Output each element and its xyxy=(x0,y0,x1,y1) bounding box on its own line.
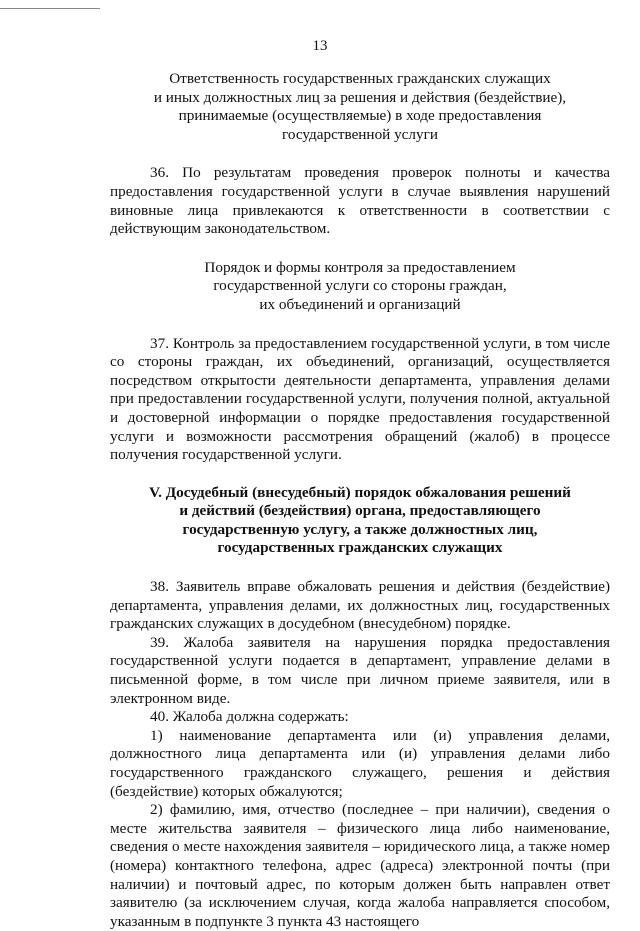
heading-line: государственной услуги со стороны граждан, xyxy=(213,277,507,295)
heading-line: государственных гражданских служащих xyxy=(217,539,503,557)
paragraph-36: 36. По результатам проведения проверок полноты и качества предоставления государственной услуги в случае выявления нарушений виновные лица привлекаются к ответственности в соответствии с действующим законодательством. xyxy=(110,164,610,238)
chapter-heading-v xyxy=(110,484,610,558)
document-body xyxy=(110,70,610,931)
heading-line: и иных должностных лиц за решения и действия (бездействие), xyxy=(153,88,567,106)
heading-line: и действий (бездействия) органа, предоставляющего xyxy=(179,502,541,520)
heading-line: Порядок и формы контроля за предоставлением xyxy=(204,258,516,276)
top-rule xyxy=(0,8,100,9)
paragraph-39: 39. Жалоба заявителя на нарушения порядка предоставления государственной услуги подается в департамент, управление делами в письменной форме, в том числе при личном приеме заявителя, или в электронном виде. xyxy=(110,633,610,707)
heading-line: государственную услугу, а также должностных лиц, xyxy=(182,520,538,538)
section-heading-responsibility xyxy=(110,70,610,144)
heading-line: государственной услуги xyxy=(282,125,438,143)
heading-line: их объединений и организаций xyxy=(259,295,461,313)
heading-line: V. Досудебный (внесудебный) порядок обжалования решений xyxy=(149,483,571,501)
heading-line: Ответственность государственных гражданских служащих xyxy=(169,70,551,87)
heading-line: принимаемые (осуществляемые) в ходе предоставления xyxy=(178,107,542,125)
section-heading-control xyxy=(110,259,610,315)
paragraph-38: 38. Заявитель вправе обжаловать решения и действия (бездействие) департамента, управления делами, их должностных лиц, государственных гражданских служащих в досудебном (внесудебном) порядке. xyxy=(110,578,610,633)
page-number: 13 xyxy=(312,38,328,54)
paragraph-40-item-1: 1) наименование департамента или (и) управления делами, должностного лица департамента или (и) управления делами либо государственного гражданского служащего, решения и действия (бездействие) которых обжалуются; xyxy=(110,726,610,800)
paragraph-37: 37. Контроль за предоставлением государственной услуги, в том числе со стороны граждан, их объединений, организаций, осуществляется посредством открытости деятельности департамента, управления делами при предоставлении государственной услуги, получения полной, актуальной и достоверной информации о порядке предоставления государственной услуги и возможности рассмотрения обращений (жалоб) в процессе получения государственной услуги. xyxy=(110,334,610,464)
paragraph-40: 40. Жалоба должна содержать: xyxy=(150,708,349,726)
paragraph-40-item-2: 2) фамилию, имя, отчество (последнее – при наличии), сведения о месте жительства заявителя – физического лица либо наименование, сведения о месте нахождения заявителя – юридического лица, а также номер (номера) контактного телефона, адрес (адреса) электронной почты (при наличии) и почтовый адрес, по которым должен быть направлен ответ заявителю (за исключением случая, когда жалоба направляется способом, указанным в подпункте 3 пункта 43 настоящего xyxy=(110,801,610,930)
